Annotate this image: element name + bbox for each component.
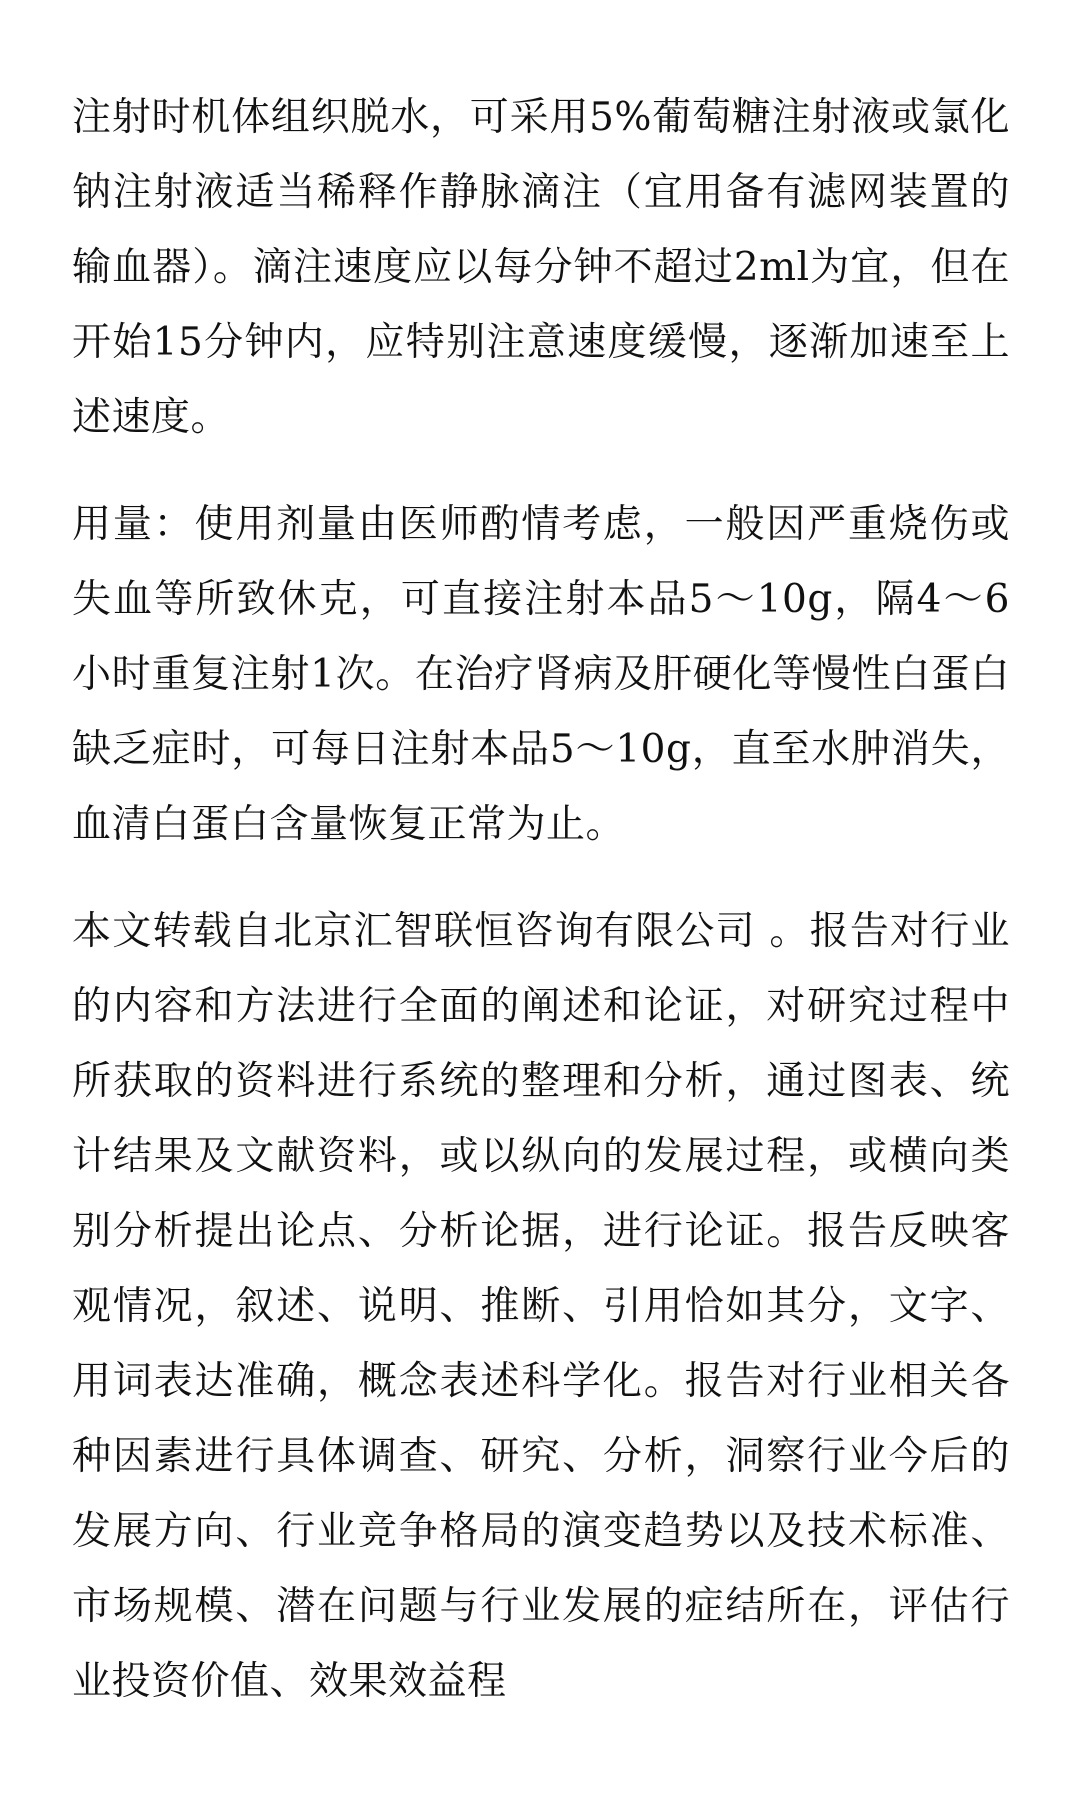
paragraph-report-source: 本文转载自北京汇智联恒咨询有限公司 。报告对行业的内容和方法进行全面的阐述和论证，对研究过程中所获取的资料进行系统的整理和分析，通过图表、统计结果及文献资料，或以纵向的发展过程，或横向类别分析提出论点、分析论据，进行论证。报告反映客观情况，叙述、说明、推断、引用恰如其分，文字、用词表达准确，概念表述科学化。报告对行业相关各种因素进行具体调查、研究、分析，洞察行业今后的发展方向、行业竞争格局的演变趋势以及技术标准、市场规模、潜在问题与行业发展的症结所在，评估行业投资价值、效果效益程 [72, 909, 1010, 1704]
paragraph-dosage: 用量：使用剂量由医师酌情考虑，一般因严重烧伤或失血等所致休克，可直接注射本品5～10g，隔4～6小时重复注射1次。在治疗肾病及肝硬化等慢性白蛋白缺乏症时，可每日注射本品5～10g，直至水肿消失，血清白蛋白含量恢复正常为止。 [72, 502, 1010, 847]
paragraph-injection-method: 注射时机体组织脱水，可采用5%葡萄糖注射液或氯化钠注射液适当稀释作静脉滴注（宜用备有滤网装置的输血器）。滴注速度应以每分钟不超过2ml为宜，但在开始15分钟内，应特别注意速度缓慢，逐渐加速至上述速度。 [72, 95, 1010, 440]
